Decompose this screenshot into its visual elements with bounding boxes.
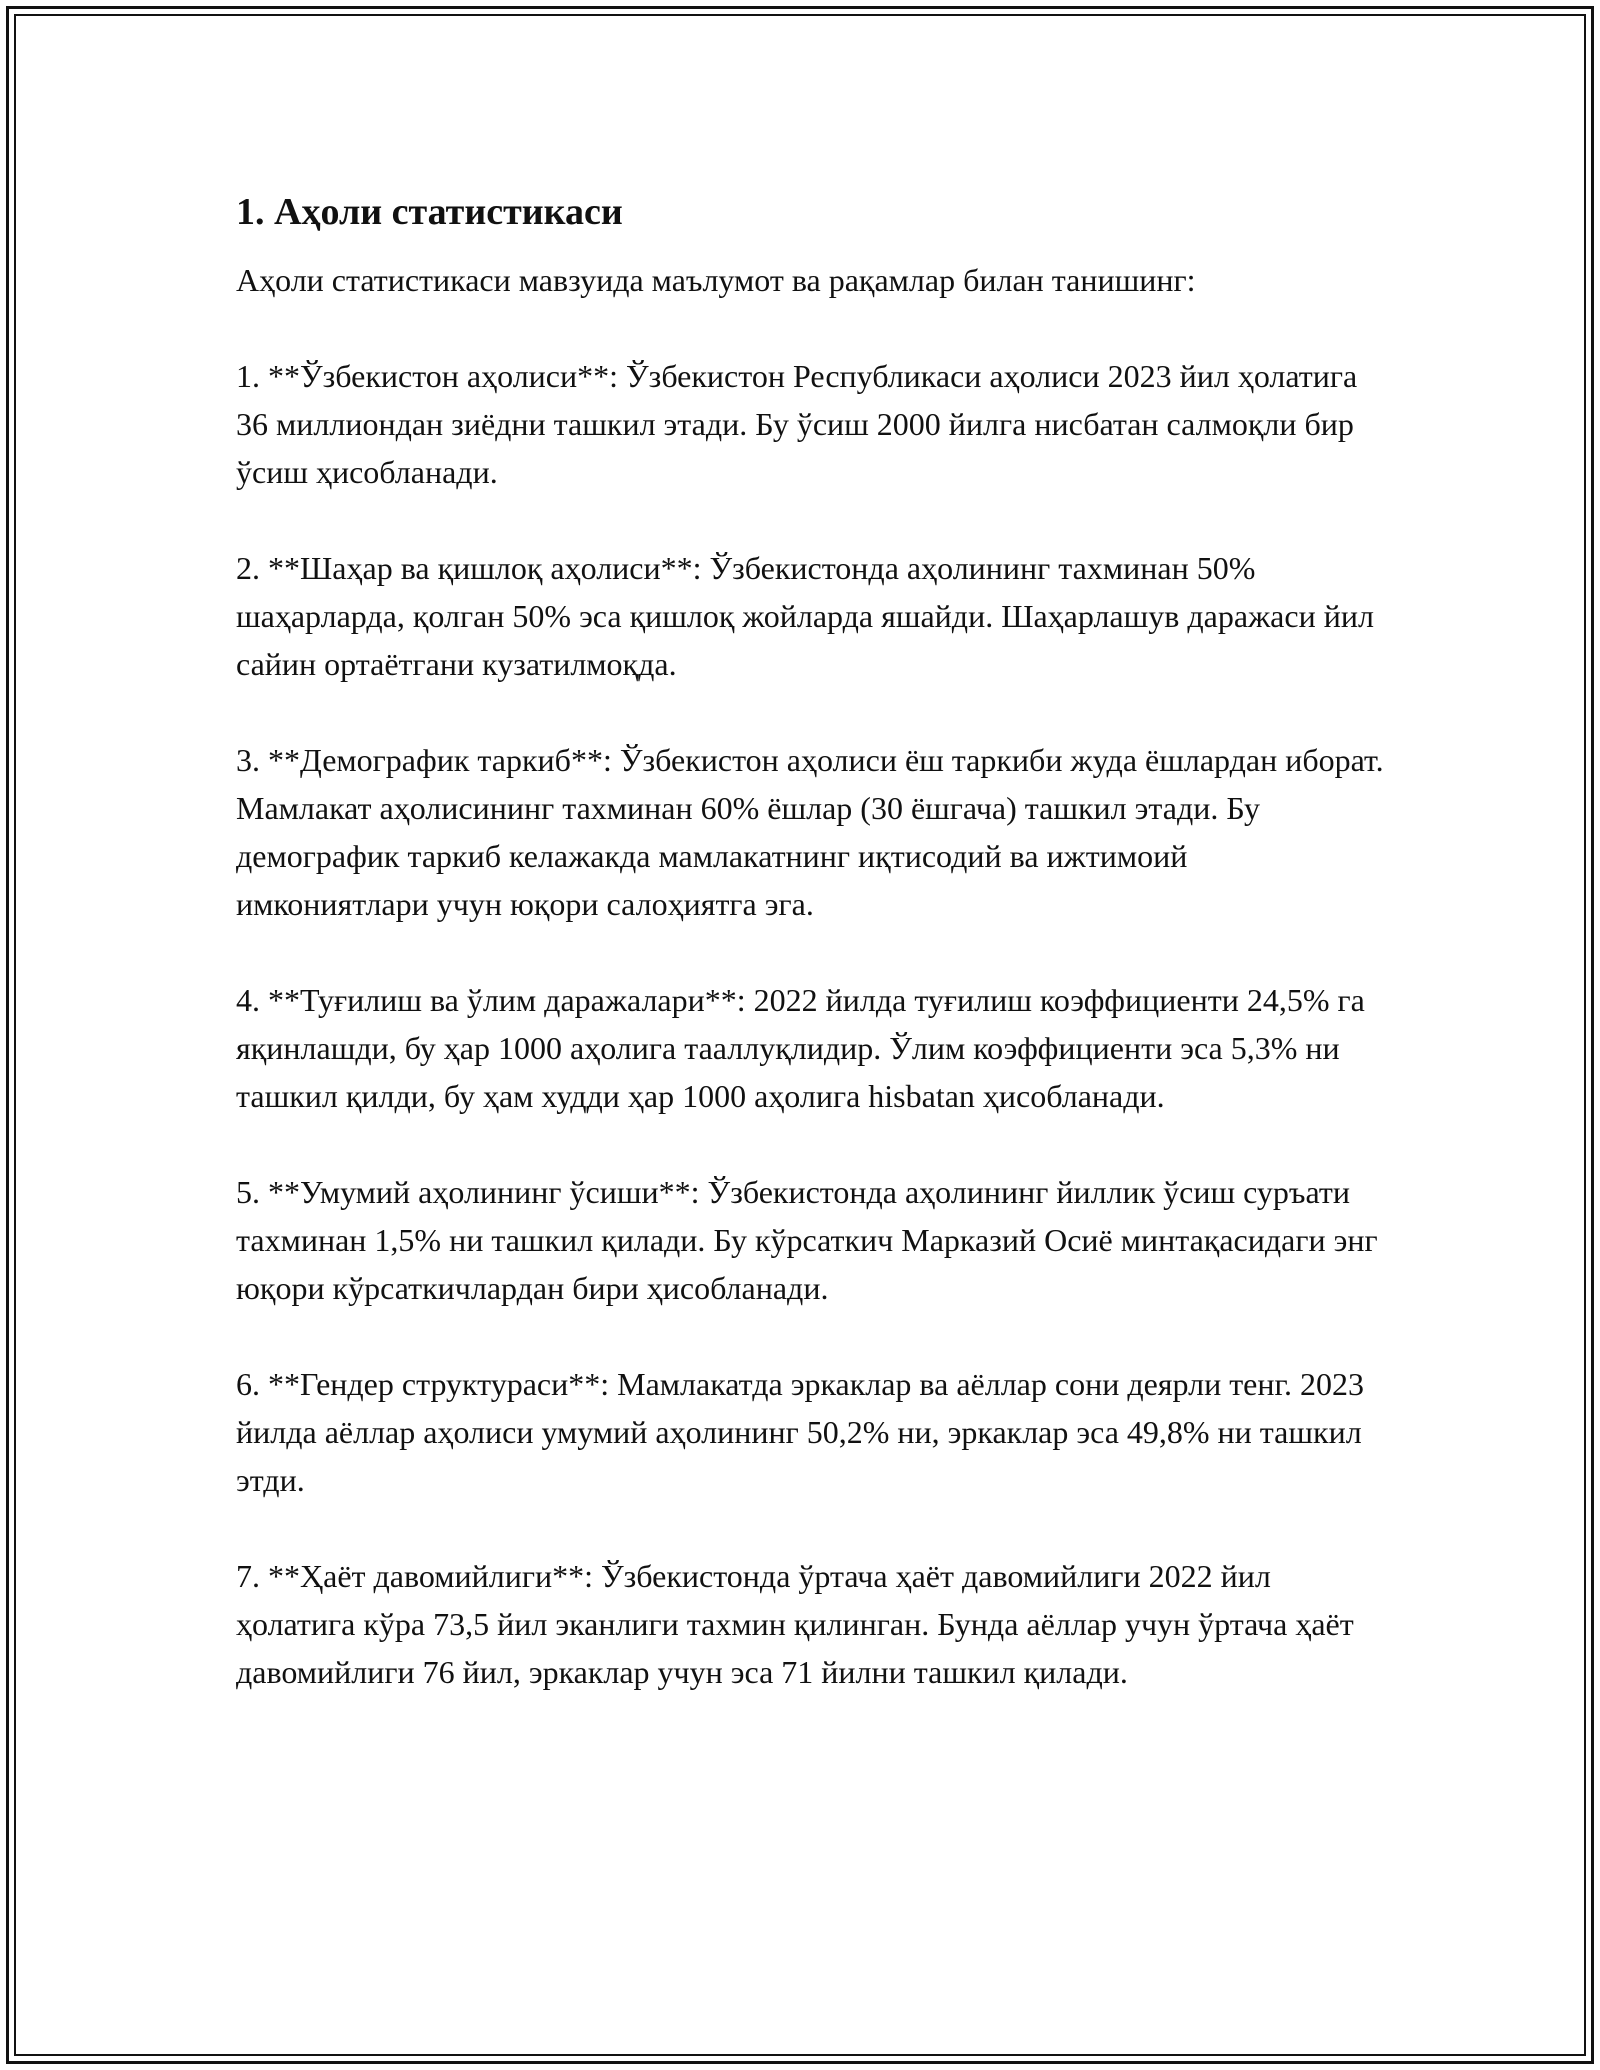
list-item-urban-rural: 2. **Шаҳар ва қишлоқ аҳолиси**: Ўзбекистонда аҳолининг тахминан 50% шаҳарларда, қолган 50% эса қишлоқ жойларда яшайди. Шаҳарлашув даражаси йил сайин ортаётгани кузатилмоқда.	[236, 550, 1374, 682]
list-item-life-expectancy: 7. **Ҳаёт давомийлиги**: Ўзбекистонда ўртача ҳаёт давомийлиги 2022 йил ҳолатига кўра 73,5 йил эканлиги тахмин қилинган. Бунда аёллар учун ўртача ҳаёт давомийлиги 76 йил, эркаклар учун эса 71 йилни ташкил қилади.	[236, 1558, 1354, 1690]
list-item-population: 1. **Ўзбекистон аҳолиси**: Ўзбекистон Республикаси аҳолиси 2023 йил ҳолатига 36 миллиондан зиёдни ташкил этади. Бу ўсиш 2000 йилга нисбатан салмоқли бир ўсиш ҳисобланади.	[236, 358, 1358, 490]
document-body	[236, 188, 1386, 1696]
document-title: 1. Аҳоли статистикаси	[236, 191, 623, 233]
list-item-gender-structure: 6. **Гендер структураси**: Мамлакатда эркаклар ва аёллар сони деярли тенг. 2023 йилда аёллар аҳолиси умумий аҳолининг 50,2% ни, эркаклар эса 49,8% ни ташкил этди.	[236, 1366, 1365, 1498]
intro-paragraph: Аҳоли статистикаси мавзуида маълумот ва рақамлар билан танишинг:	[236, 262, 1196, 298]
statistics-list	[236, 352, 1386, 1696]
list-item-population-growth: 5. **Умумий аҳолининг ўсиши**: Ўзбекистонда аҳолининг йиллик ўсиш суръати тахминан 1,5% ни ташкил қилади. Бу кўрсаткич Марказий Осиё минтақасидаги энг юқори кўрсаткичлардан бири ҳисобланади.	[236, 1174, 1378, 1306]
list-item-birth-death-rates: 4. **Туғилиш ва ўлим даражалари**: 2022 йилда туғилиш коэффициенти 24,5% га яқинлашди, бу ҳар 1000 аҳолига тааллуқлидир. Ўлим коэффициенти эса 5,3% ни ташкил қилди, бу ҳам худди ҳар 1000 аҳолига hisbatan ҳисобланади.	[236, 982, 1365, 1114]
list-item-demographic-structure: 3. **Демографик таркиб**: Ўзбекистон аҳолиси ёш таркиби жуда ёшлардан иборат. Мамлакат аҳолисининг тахминан 60% ёшлар (30 ёшгача) ташкил этади. Бу демографик таркиб келажакда мамлакатнинг иқтисодий ва ижтимоий имкониятлари учун юқори салоҳиятга эга.	[236, 742, 1384, 922]
